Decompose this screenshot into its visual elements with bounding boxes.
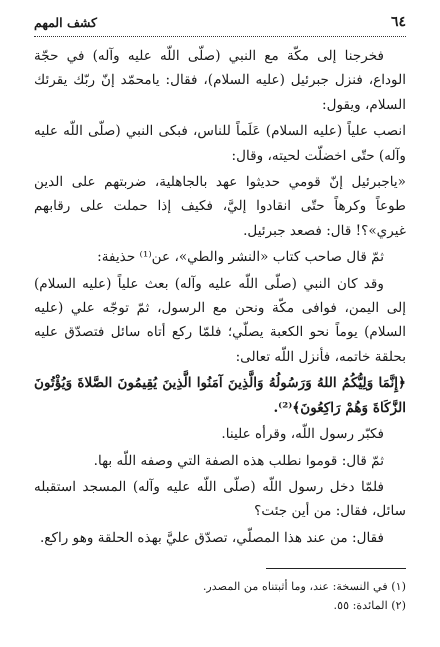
paragraph: فقال: من عند هذا المصلّي، تصدّق عليَّ بهذه الحلقة وهو راكع. (39, 529, 384, 546)
paragraph: فكبّر رسول اللّه، وقرأه علينا. (221, 426, 384, 443)
paragraph: «ياجبرئيل إنّ قومي حديثوا عهد بالجاهلية، ضربتهم على الدين طوعاً وكرهاً حتّى انقادوا إليَّ، فكيف إذا حملت على رقابهم غيري»؟! قال: فصعد جبرئيل. (34, 174, 406, 239)
book-title: كشف المهم (34, 15, 97, 30)
paragraph: ثمّ قال: قوموا نطلب هذه الصفة التي وصفه اللّه بها. (93, 452, 384, 469)
footnote-divider (266, 568, 406, 569)
paragraph: انصب علياً (عليه السلام) عَلَماً للناس، فبكى النبي (صلّى اللّه عليه وآله) حتّى اخضلّت لحيته، وقال: (34, 123, 406, 164)
footnote: (٢) المائدة: ٥٥. (333, 599, 406, 612)
page-number: ٦٤ (390, 14, 406, 30)
paragraph: وقد كان النبي (صلّى اللّه عليه وآله) بعث علياً (عليه السلام) إلى اليمن، فوافى مكّة ونحن مع الرسول، ثمّ توجّه علي (عليه السلام) يوماً نحو الكعبة يصلّي؛ فلمّا ركع أتاه سائل فتصدّق عليه بحلقة خاتمه، فأنزل اللّه تعالى: (34, 275, 406, 365)
quran-verse: ﴿إِنَّمَا وَلِيُّكُمُ اللهُ وَرَسُولُهُ وَالَّذِينَ آمَنُوا الَّذِينَ يُقِيمُونَ الصَّلاةَ وَيُؤْتُونَ الزَّكَاةَ وَهُمْ رَاكِعُونَ﴾⁽²⁾. (34, 375, 406, 416)
main-text (34, 44, 406, 552)
footnotes (34, 577, 406, 615)
running-header (34, 12, 406, 37)
paragraph: فلمّا دخل رسول اللّه (صلّى اللّه عليه وآله) المسجد استقبله سائل، فقال: من أين جئت؟ (34, 478, 406, 520)
paragraph: فخرجنا إلى مكّة مع النبي (صلّى اللّه عليه وآله) في حجّة الوداع، فنزل جبرئيل (عليه السلام)، فقال: يامحمّد إنّ ربّك يقرئك السلام، ويقول: (34, 48, 406, 113)
footnote: (١) في النسخة: عند، وما أثبتناه من المصدر. (202, 580, 406, 593)
paragraph: ثمّ قال صاحب كتاب «النشر والطي»، عن⁽¹⁾ حذيفة: (97, 249, 384, 266)
